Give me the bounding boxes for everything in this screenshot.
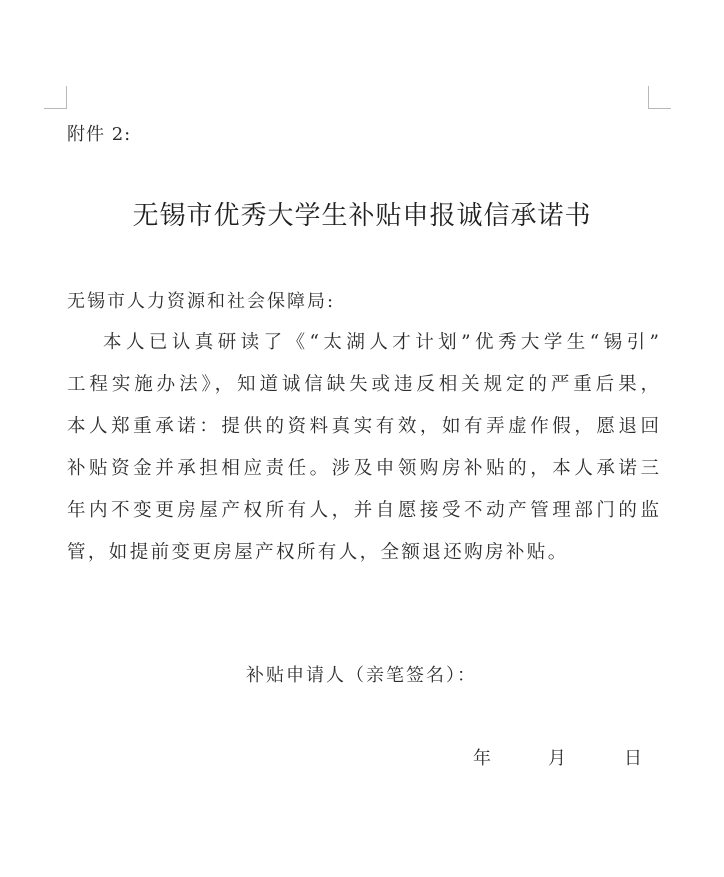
- body-line-6: 管，如提前变更房屋产权所有人，全额退还购房补贴。: [67, 542, 569, 563]
- date-day-label: 日: [624, 748, 642, 769]
- date-month-label: 月: [548, 748, 566, 769]
- body-line-5: 年内不变更房屋产权所有人，并自愿接受不动产管理部门的监: [67, 500, 659, 521]
- recipient-line: 无锡市人力资源和社会保障局:: [67, 291, 336, 312]
- document-title: 无锡市优秀大学生补贴申报诚信承诺书: [132, 201, 592, 231]
- margin-corner-mark-right: [648, 86, 671, 109]
- body-line-2: 工程实施办法》，知道诚信缺失或违反相关规定的严重后果，: [67, 374, 659, 395]
- date-year-label: 年: [473, 748, 491, 769]
- body-line-1: 本人已认真研读了《“太湖人才计划”优秀大学生“锡引”: [103, 332, 659, 353]
- body-line-3: 本人郑重承诺：提供的资料真实有效，如有弄虚作假，愿退回: [67, 416, 659, 437]
- signature-label: 补贴申请人（亲笔签名）：: [246, 665, 477, 686]
- margin-corner-mark-left: [44, 86, 67, 109]
- attachment-label: 附件 2:: [67, 124, 132, 145]
- body-line-4: 补贴资金并承担相应责任。涉及申领购房补贴的，本人承诺三: [67, 458, 659, 479]
